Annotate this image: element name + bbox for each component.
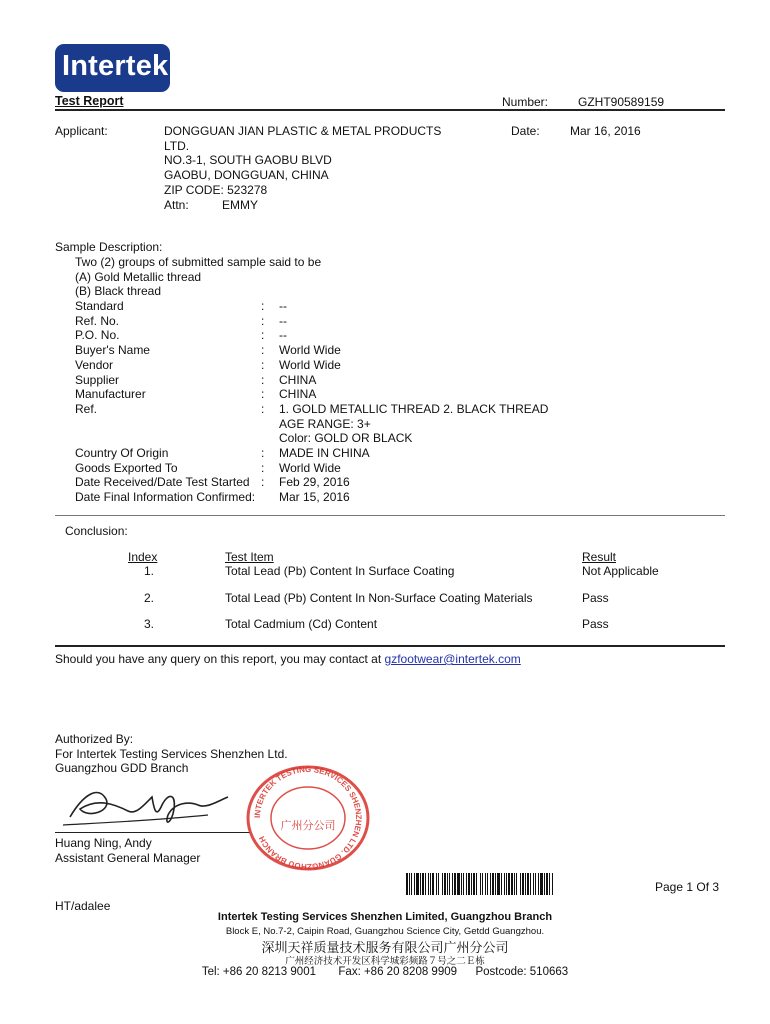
report-title: Test Report <box>55 94 124 108</box>
footer-address: Block E, No.7-2, Caipin Road, Guangzhou Science City, Getdd Guangzhou. <box>225 926 545 937</box>
attn-value: EMMY <box>222 197 258 212</box>
footer-chinese-name: 深圳天祥质量技术服务有限公司广州分公司 <box>261 941 509 956</box>
applicant-line: ZIP CODE: 523278 <box>164 182 268 197</box>
sample-intro <box>75 255 321 299</box>
sample-field-row <box>75 446 548 461</box>
number-label: Number: <box>502 95 549 109</box>
sample-field-value: -- <box>279 299 287 313</box>
sample-field-separator: : <box>261 328 265 343</box>
sample-field-separator: : <box>261 401 265 416</box>
footer-tel: Tel: +86 20 8213 9001 <box>201 966 316 978</box>
logo-text: Intertek <box>62 50 169 82</box>
sample-field-separator: : <box>261 446 265 461</box>
contact-text: Should you have any query on this report, you may contact at <box>55 652 382 666</box>
sample-field-label <box>75 431 261 446</box>
date-value: Mar 16, 2016 <box>570 124 641 138</box>
row-item: Total Cadmium (Cd) Content <box>225 617 378 631</box>
signatory-position: Assistant General Manager <box>55 850 201 865</box>
col-item-header: Test Item <box>225 550 274 564</box>
sample-field-row <box>75 328 548 343</box>
sample-field-separator: : <box>261 299 265 313</box>
authorized-heading: Authorized By: <box>55 732 134 746</box>
footer-postcode: Postcode: 510663 <box>475 966 569 978</box>
sample-field-row <box>75 314 548 329</box>
applicant-line: DONGGUAN JIAN PLASTIC & METAL PRODUCTS <box>164 124 442 138</box>
footer-contacts <box>0 966 770 978</box>
sample-field-value: Feb 29, 2016 <box>279 475 350 490</box>
row-index: 2. <box>144 591 155 605</box>
signatory <box>55 836 200 865</box>
sample-field-label: Ref. <box>75 401 98 416</box>
sample-field-row <box>75 299 548 314</box>
sample-field-row <box>75 431 548 446</box>
date-label: Date: <box>511 124 540 138</box>
row-item: Total Lead (Pb) Content In Non-Surface Coating Materials <box>225 591 533 605</box>
sample-field-label: Date Received/Date Test Started <box>75 475 250 490</box>
signature-image <box>58 775 248 835</box>
sample-field-separator: : <box>261 313 265 328</box>
conclusion-top-rule <box>55 515 725 516</box>
sample-field-separator <box>261 431 279 446</box>
footer-company: Intertek Testing Services Shenzhen Limited, Guangzhou Branch <box>217 911 553 923</box>
sample-field-row <box>75 417 548 432</box>
applicant-label: Applicant: <box>55 124 108 138</box>
sample-intro-line: Two (2) groups of submitted sample said to be <box>75 255 322 269</box>
authorized-line: For Intertek Testing Services Shenzhen Ltd. <box>55 746 288 761</box>
sample-field-value: -- <box>279 328 287 343</box>
sample-field-value: Mar 15, 2016 <box>279 490 350 505</box>
sample-field-row <box>75 461 548 476</box>
sample-field-label: Buyer's Name <box>75 343 150 358</box>
sample-field-separator <box>261 417 279 432</box>
sample-field-separator: : <box>261 372 265 387</box>
sample-intro-line: (B) Black thread <box>75 284 162 299</box>
sample-field-label: P.O. No. <box>75 328 120 343</box>
initials: HT/adalee <box>55 899 111 913</box>
col-index-header: Index <box>128 550 158 564</box>
sample-field-row <box>75 490 548 505</box>
barcode <box>406 873 614 895</box>
sample-field-separator: : <box>261 475 265 490</box>
sample-intro-line: (A) Gold Metallic thread <box>75 269 202 284</box>
sample-field-value: World Wide <box>279 357 341 372</box>
row-index: 3. <box>144 617 155 631</box>
seal-center-text: 广州分公司 <box>280 819 336 832</box>
row-result: Not Applicable <box>582 564 659 578</box>
conclusion-heading: Conclusion: <box>65 524 128 538</box>
sample-field-label: Country Of Origin <box>75 446 169 461</box>
footer-fax: Fax: +86 20 8208 9909 <box>338 966 458 978</box>
contact-email-link[interactable]: gzfootwear@intertek.com <box>384 652 521 666</box>
sample-field-label <box>75 417 261 432</box>
signatory-name: Huang Ning, Andy <box>55 836 152 850</box>
sample-field-value: MADE IN CHINA <box>279 446 370 461</box>
intertek-logo <box>55 44 170 92</box>
sample-fields <box>75 299 548 505</box>
row-index: 1. <box>144 564 155 578</box>
sample-field-separator: : <box>261 343 265 358</box>
page-number: Page 1 Of 3 <box>655 880 720 894</box>
sample-field-value: CHINA <box>279 372 317 387</box>
sample-heading: Sample Description: <box>55 240 163 254</box>
sample-field-label: Vendor <box>75 357 114 372</box>
header-rule <box>55 109 725 111</box>
sample-field-value: World Wide <box>279 460 341 475</box>
applicant-line: NO.3-1, SOUTH GAOBU BLVD <box>164 153 332 168</box>
sample-field-separator: : <box>261 460 265 475</box>
sample-field-label: Ref. No. <box>75 313 120 328</box>
authorized-line: Guangzhou GDD Branch <box>55 761 189 776</box>
sample-field-label: Date Final Information Confirmed: <box>75 490 256 505</box>
sample-field-value: CHINA <box>279 387 317 402</box>
applicant-address <box>164 124 441 212</box>
sample-field-label: Standard <box>75 299 124 313</box>
applicant-line: LTD. <box>164 138 190 153</box>
company-seal <box>238 763 378 873</box>
sample-field-separator: : <box>261 387 265 402</box>
seal-ring-text: INTERTEK TESTING SERVICES SHENZHEN LTD. GUANGZHOU BRANCH <box>252 764 364 872</box>
applicant-line: GAOBU, DONGGUAN, CHINA <box>164 168 329 183</box>
sample-field-value: 1. GOLD METALLIC THREAD 2. BLACK THREAD <box>279 401 549 416</box>
sample-field-label: Supplier <box>75 372 120 387</box>
sample-field-value: -- <box>279 313 287 328</box>
footer-chinese-address: 广州经济技术开发区科学城彩频路７号之二Ｅ栋 <box>285 956 485 967</box>
signature-line <box>55 832 250 833</box>
sample-field-label: Manufacturer <box>75 387 146 402</box>
sample-field-row <box>75 373 548 388</box>
col-result-header: Result <box>582 550 617 564</box>
contact-line <box>55 652 521 666</box>
number-value: GZHT90589159 <box>578 95 665 109</box>
sample-field-row <box>75 343 548 358</box>
sample-field-row <box>75 475 548 490</box>
sample-field-row <box>75 358 548 373</box>
sample-field-row <box>75 387 548 402</box>
row-result: Pass <box>582 591 609 605</box>
sample-field-row <box>75 402 548 417</box>
conclusion-bottom-rule <box>55 645 725 647</box>
row-item: Total Lead (Pb) Content In Surface Coating <box>225 564 455 578</box>
barcode-bar <box>553 873 554 895</box>
sample-field-label: Goods Exported To <box>75 460 178 475</box>
sample-field-separator: : <box>261 357 265 372</box>
sample-field-value: World Wide <box>279 343 341 358</box>
sample-field-value: AGE RANGE: 3+ <box>279 416 371 431</box>
sample-field-separator <box>261 490 279 505</box>
row-result: Pass <box>582 617 609 631</box>
sample-field-value: Color: GOLD OR BLACK <box>279 431 413 446</box>
attn-label: Attn: <box>164 197 189 212</box>
